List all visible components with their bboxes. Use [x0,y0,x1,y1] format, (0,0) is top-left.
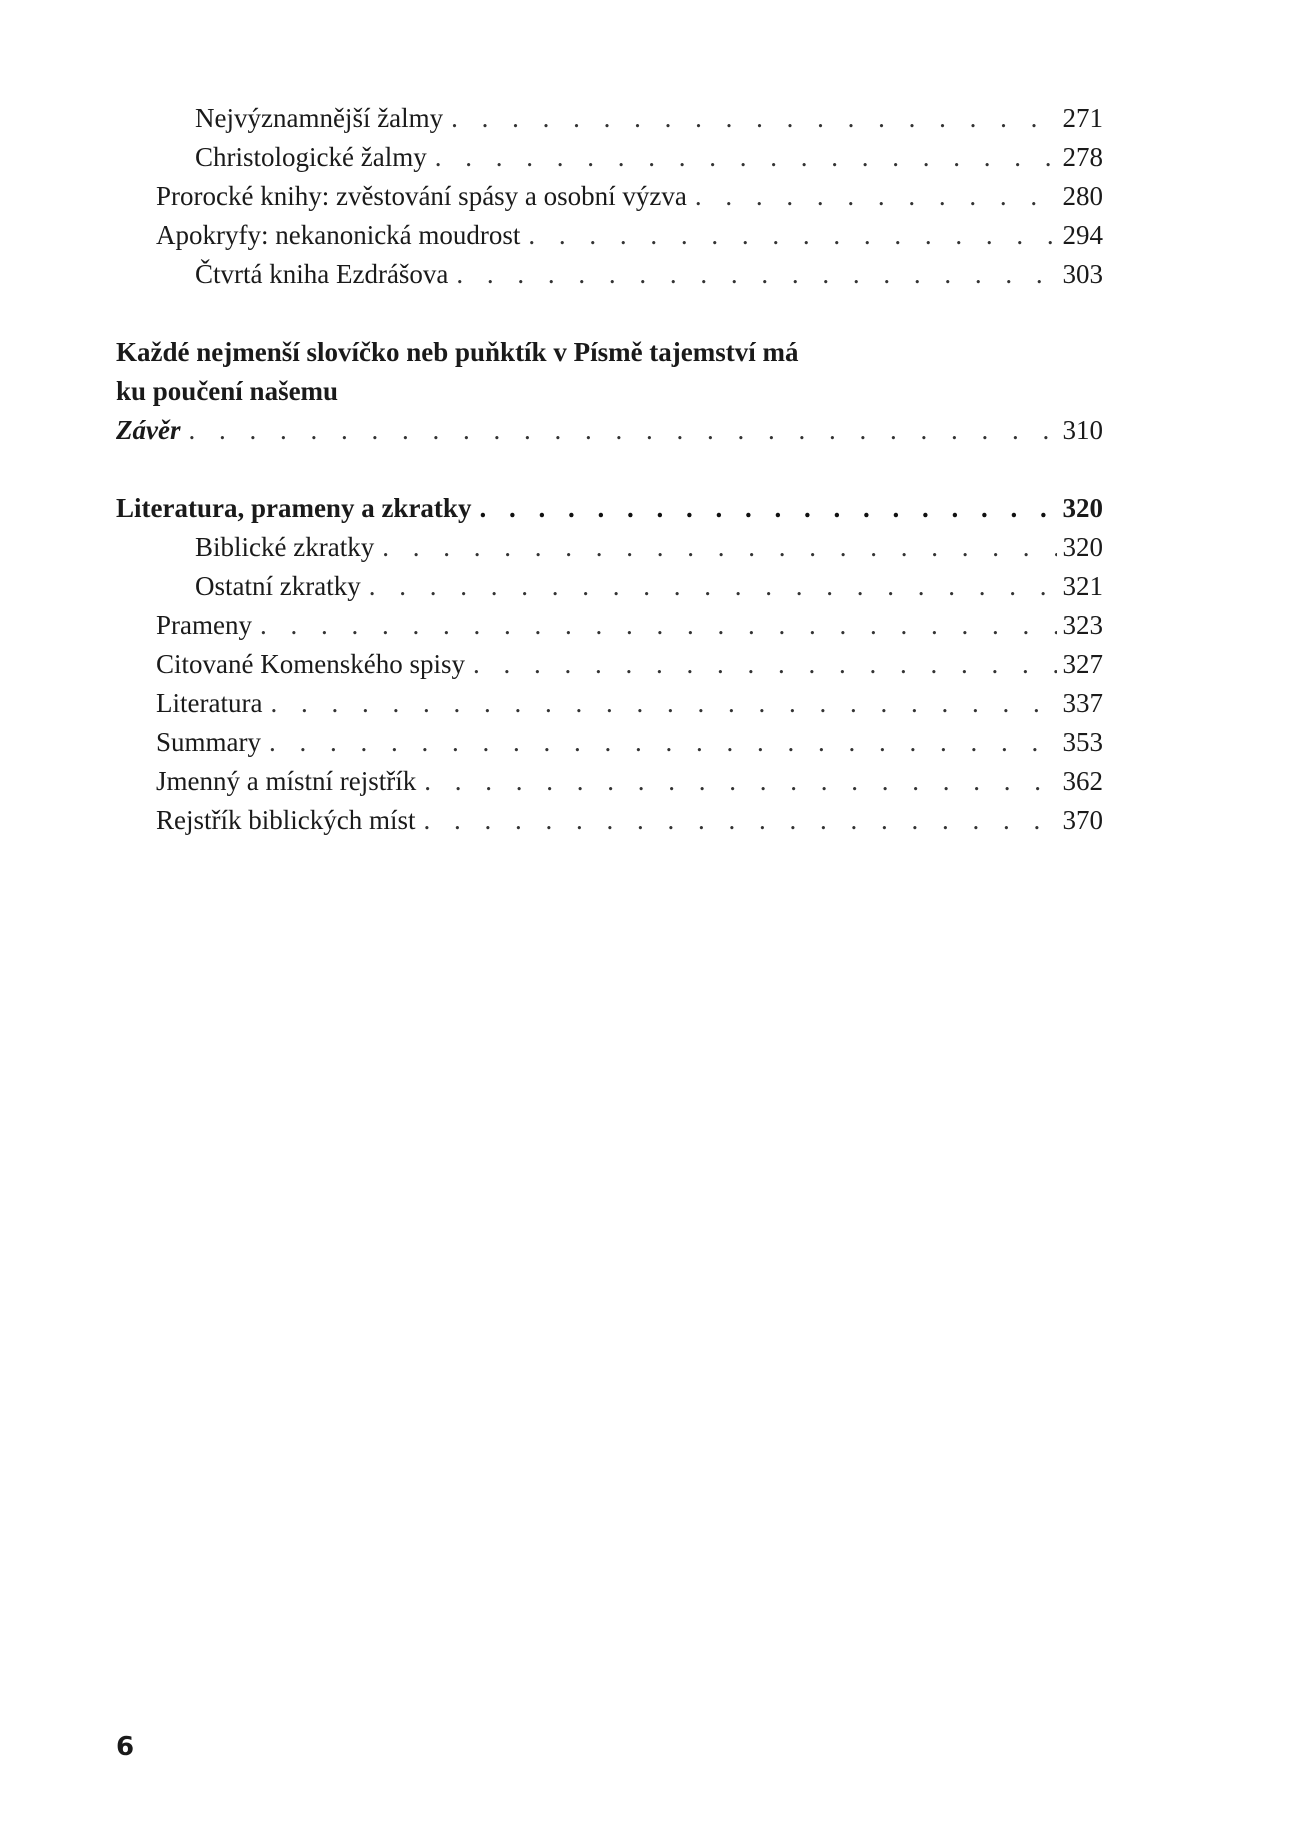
toc-entry-title: Biblické zkratky [195,532,375,562]
toc-entry-title: Ostatní zkratky [195,571,361,601]
toc-entry-page: 370 [1062,805,1103,835]
toc-entry-page: 323 [1062,610,1103,640]
toc-entry-title: Čtvrtá kniha Ezdrášova [195,259,449,289]
toc-entry-page: 310 [1062,415,1103,445]
toc-entry-title: Literatura [156,688,263,718]
toc-entry-page: 278 [1062,142,1103,172]
leader-dots [260,605,1057,645]
leader-dots [473,644,1057,684]
toc-entry-literature-section[interactable] [116,488,1103,528]
leader-dots [424,761,1056,801]
toc-entry[interactable] [195,254,1103,294]
toc-entry[interactable] [156,800,1103,840]
leader-dots [369,566,1057,606]
toc-entry-page: 303 [1062,259,1103,289]
toc-entry[interactable] [156,683,1103,723]
leader-dots [269,722,1057,762]
toc-entry[interactable] [156,722,1103,762]
toc-entry[interactable] [156,761,1103,801]
toc-entry-title: Závěr [116,415,181,445]
toc-entry-page: 353 [1062,727,1103,757]
leader-dots [188,410,1056,450]
leader-dots [456,254,1056,294]
toc-entry-page: 321 [1062,571,1103,601]
toc-entry[interactable] [156,176,1103,216]
leader-dots [528,215,1056,255]
toc-entry-page: 362 [1062,766,1103,796]
toc-entry-title: Literatura, prameny a zkratky [116,493,472,523]
toc-entry-page: 337 [1062,688,1103,718]
toc-entry-page: 294 [1062,220,1103,250]
toc-entry-page: 280 [1062,181,1103,211]
toc-entry-title: Prorocké knihy: zvěstování spásy a osobní výzva [156,181,687,211]
toc-entry[interactable] [195,98,1103,138]
page-number: 6 [116,1732,135,1762]
toc-entry[interactable] [195,566,1103,606]
toc-entry-title: Jmenný a místní rejstřík [156,766,417,796]
toc-entry[interactable] [156,605,1103,645]
toc-entry-page: 320 [1062,532,1103,562]
toc-entry[interactable] [195,527,1103,567]
toc-entry-title: Summary [156,727,261,757]
toc-entry-title: Rejstřík biblických míst [156,805,416,835]
leader-dots [435,137,1057,177]
toc-entry-page: 327 [1062,649,1103,679]
toc-entry[interactable] [195,137,1103,177]
leader-dots [479,488,1056,528]
toc-entry[interactable] [156,215,1103,255]
toc-entry-page: 320 [1062,493,1103,523]
leader-dots [695,176,1057,216]
toc-entry-title: Christologické žalmy [195,142,427,172]
toc-entry-title: Prameny [156,610,252,640]
toc-entry[interactable] [156,644,1103,684]
toc-entry-title: Citované Komenského spisy [156,649,465,679]
toc-entry-page: 271 [1062,103,1103,133]
leader-dots [270,683,1056,723]
toc-entry-title: Nejvýznamnější žalmy [195,103,444,133]
leader-dots [382,527,1056,567]
leader-dots [423,800,1056,840]
leader-dots [451,98,1056,138]
chapter-heading-line-2: ku poučení našemu [116,376,339,406]
toc-entry-title: Apokryfy: nekanonická moudrost [156,220,521,250]
toc-entry-conclusion[interactable] [116,410,1103,450]
chapter-heading-line-1: Každé nejmenší slovíčko neb puňktík v Písmě tajemství má [116,337,799,367]
